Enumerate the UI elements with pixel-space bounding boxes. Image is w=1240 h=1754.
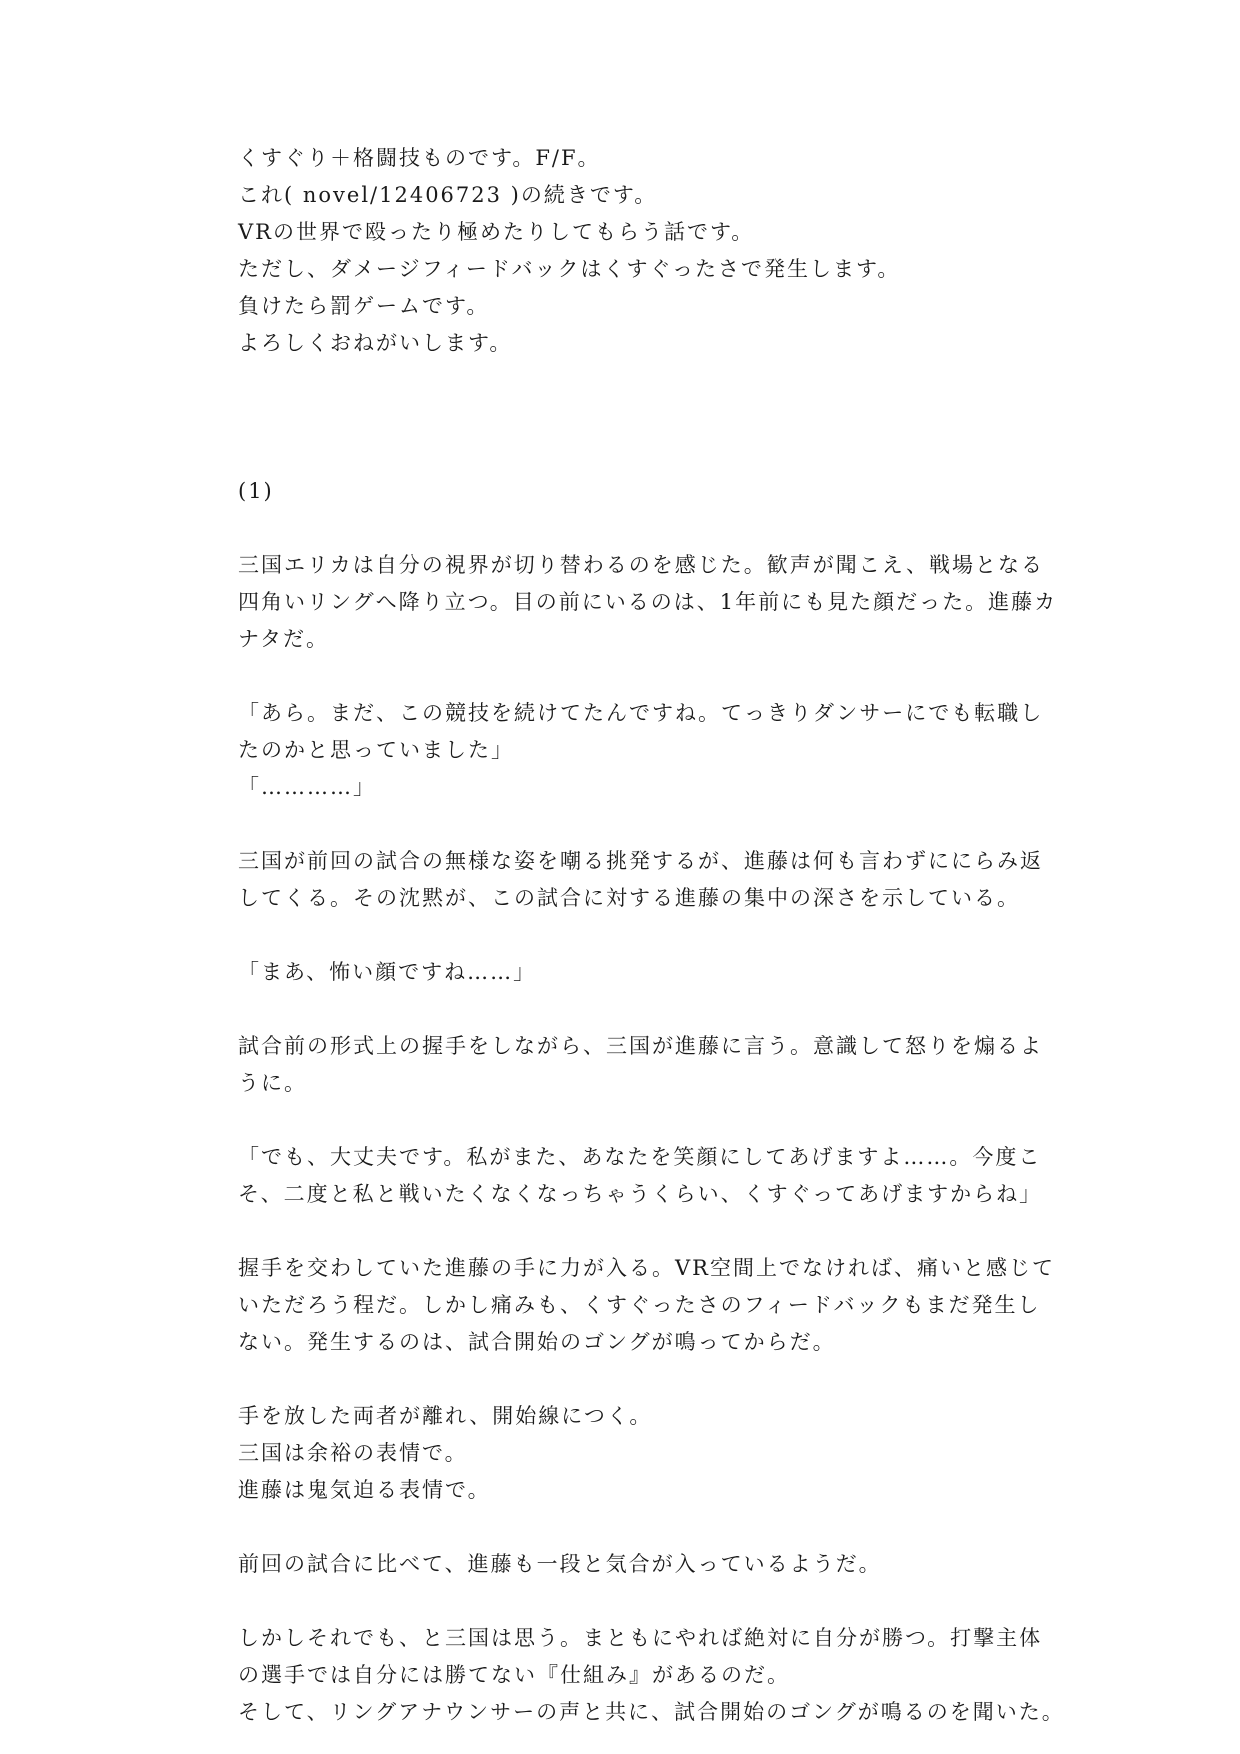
paragraph xyxy=(238,1028,1043,1102)
paragraph xyxy=(238,547,1058,658)
paragraph-line: ない。発生するのは、試合開始のゴングが鳴ってからだ。 xyxy=(238,1330,836,1354)
paragraph xyxy=(238,843,1043,917)
paragraph-line: そして、リングアナウンサーの声と共に、試合開始のゴングが鳴るのを聞いた。 xyxy=(238,1700,1065,1724)
spacer xyxy=(238,399,1008,436)
spacer xyxy=(238,917,1008,954)
paragraph xyxy=(238,695,1044,806)
paragraph xyxy=(238,1398,1008,1509)
paragraph-line: してくる。その沈黙が、この試合に対する進藤の集中の深さを示している。 xyxy=(238,886,1020,910)
paragraph-line: 「でも、大丈夫です。私がまた、あなたを笑顔にしてあげますよ……。今度こ xyxy=(238,1145,1042,1169)
spacer xyxy=(238,1102,1008,1139)
paragraph-line: ナタだ。 xyxy=(238,627,329,651)
paragraph xyxy=(238,1139,1043,1213)
intro-line: 負けたら罰ゲームです。 xyxy=(238,294,490,318)
paragraph-line: 「…………」 xyxy=(238,775,376,799)
paragraph xyxy=(238,1250,1055,1361)
paragraph-line: 三国は余裕の表情で。 xyxy=(238,1441,468,1465)
paragraph-line: そ、二度と私と戦いたくなくなっちゃうくらい、くすぐってあげますからね」 xyxy=(238,1182,1043,1206)
paragraph-line: 「まあ、怖い顔ですね……」 xyxy=(238,960,537,984)
paragraph-line: 手を放した両者が離れ、開始線につく。 xyxy=(238,1404,653,1428)
paragraph xyxy=(238,1620,1065,1731)
intro-line: くすぐり＋格闘技ものです。F/F。 xyxy=(238,146,601,170)
spacer xyxy=(238,1583,1008,1620)
spacer xyxy=(238,1361,1008,1398)
spacer xyxy=(238,362,1008,399)
spacer xyxy=(238,991,1008,1028)
document-text xyxy=(238,140,1065,1731)
spacer xyxy=(238,510,1008,547)
paragraph-line: 試合前の形式上の握手をしながら、三国が進藤に言う。意識して怒りを煽るよ xyxy=(238,1034,1043,1058)
paragraph-line: いただろう程だ。しかし痛みも、くすぐったさのフィードバックもまだ発生し xyxy=(238,1293,1041,1317)
paragraph-line: 「あら。まだ、この競技を続けてたんですね。てっきりダンサーにでも転職し xyxy=(238,701,1044,725)
paragraph-line: 前回の試合に比べて、進藤も一段と気合が入っているようだ。 xyxy=(238,1552,882,1576)
spacer xyxy=(238,658,1008,695)
paragraph-line: しかしそれでも、と三国は思う。まともにやれば絶対に自分が勝つ。打撃主体 xyxy=(238,1626,1043,1650)
paragraph-line: 四角いリングへ降り立つ。目の前にいるのは、1年前にも見た顔だった。進藤カ xyxy=(238,590,1058,614)
intro-block xyxy=(238,140,1008,362)
paragraph-line: うに。 xyxy=(238,1071,307,1095)
paragraph xyxy=(238,1546,1008,1583)
paragraph xyxy=(238,954,1008,991)
spacer xyxy=(238,1213,1008,1250)
spacer xyxy=(238,436,1008,473)
paragraph-line: の選手では自分には勝てない『仕組み』があるのだ。 xyxy=(238,1663,790,1687)
paragraph-line: 進藤は鬼気迫る表情で。 xyxy=(238,1478,491,1502)
paragraph-line: たのかと思っていました」 xyxy=(238,738,514,762)
paragraph-line: 握手を交わしていた進藤の手に力が入る。VR空間上でなければ、痛いと感じて xyxy=(238,1256,1055,1280)
spacer xyxy=(238,806,1008,843)
intro-line: VRの世界で殴ったり極めたりしてもらう話です。 xyxy=(238,220,755,244)
chapter-heading: (1) xyxy=(238,479,274,503)
intro-line: ただし、ダメージフィードバックはくすぐったさで発生します。 xyxy=(238,257,901,281)
intro-line: よろしくおねがいします。 xyxy=(238,331,513,355)
intro-line: これ( novel/12406723 )の続きです。 xyxy=(238,183,658,207)
spacer xyxy=(238,1509,1008,1546)
paragraph-line: 三国が前回の試合の無様な姿を嘲る挑発するが、進藤は何も言わずににらみ返 xyxy=(238,849,1043,873)
paragraph-line: 三国エリカは自分の視界が切り替わるのを感じた。歓声が聞こえ、戦場となる xyxy=(238,553,1045,577)
